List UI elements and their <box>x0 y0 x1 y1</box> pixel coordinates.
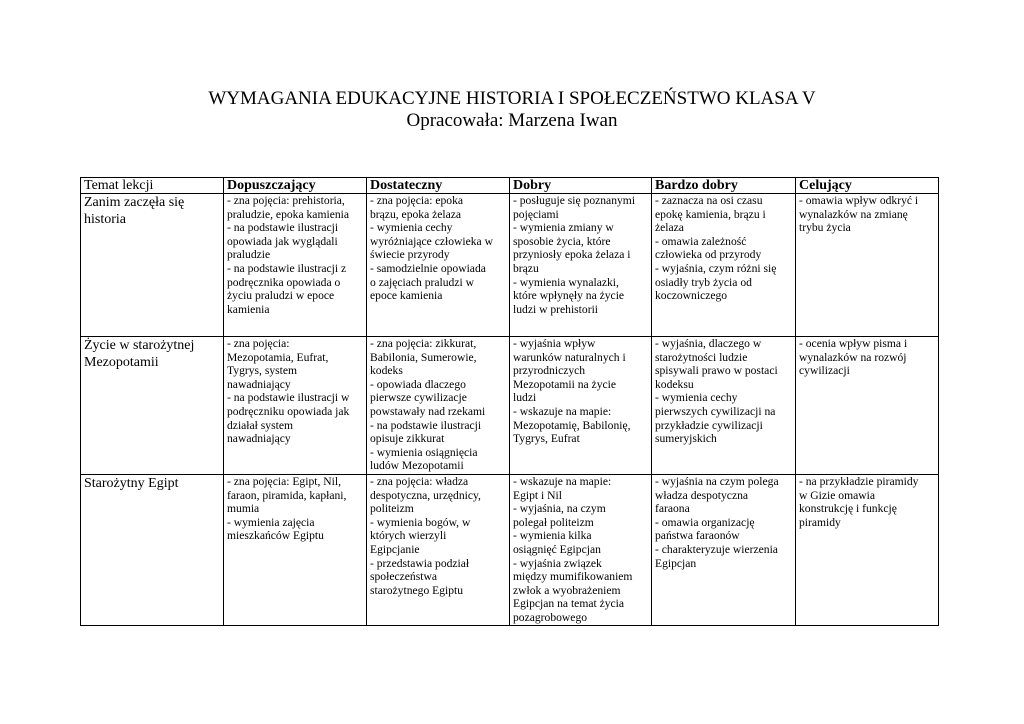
requirement-line: wyróżniające człowieka w <box>370 234 493 248</box>
table-row <box>81 337 939 475</box>
requirement-cell <box>652 194 796 337</box>
requirement-line: - wymienia zmiany w <box>513 221 614 235</box>
requirement-line: koczowniczego <box>655 289 728 303</box>
requirement-line: przyrodniczych <box>513 364 586 378</box>
requirement-line: - wskazuje na mapie: <box>513 475 612 488</box>
requirement-line: starożytnego Egiptu <box>370 583 464 597</box>
requirement-cell <box>796 337 939 475</box>
requirements-table <box>80 177 939 626</box>
requirement-line: - omawia organizację <box>655 515 755 529</box>
requirement-line: - posługuje się poznanymi <box>513 194 636 207</box>
header-dostateczny: Dostateczny <box>367 178 510 194</box>
requirement-line: osiągnięć Egipcjan <box>513 542 601 556</box>
requirement-line: faraona <box>655 502 690 516</box>
requirement-line: świecie przyrody <box>370 248 450 262</box>
requirement-line: ludzi w prehistorii <box>513 302 599 316</box>
requirement-line: - wymienia zajęcia <box>227 515 315 529</box>
requirement-line: epoce kamienia <box>370 289 443 303</box>
requirement-line: - zna pojęcia: epoka <box>370 194 464 207</box>
requirement-line: w Gizie omawia <box>799 488 875 502</box>
requirement-line: władza despotyczna <box>655 488 749 502</box>
requirement-line: - ocenia wpływ pisma i <box>799 337 908 350</box>
requirement-line: państwa faraonów <box>655 529 740 543</box>
requirement-line: - na podstawie ilustracji <box>370 418 482 432</box>
requirement-line: pierwsze cywilizacje <box>370 391 467 405</box>
requirement-cell <box>510 475 652 626</box>
requirement-line: faraon, piramida, kapłani, <box>227 488 347 502</box>
requirement-line: polegał politeizm <box>513 515 594 529</box>
requirement-line: o zajęciach praludzi w <box>370 275 474 289</box>
requirement-line: podręcznika opowiada o <box>227 275 341 289</box>
requirement-line: epokę kamienia, brązu i <box>655 207 766 221</box>
requirement-cell <box>224 194 367 337</box>
topic-line: Starożytny Egipt <box>84 476 179 491</box>
table-row <box>81 475 939 626</box>
requirement-line: - wymienia bogów, w <box>370 515 471 529</box>
requirement-line: brązu, epoka żelaza <box>370 207 462 221</box>
requirement-line: zwłok a wyobrażeniem <box>513 583 621 597</box>
requirement-line: - wyjaśnia związek <box>513 556 602 570</box>
requirement-line: działał system <box>227 418 294 432</box>
requirement-cell <box>224 337 367 475</box>
requirement-line: - wyjaśnia, czym różni się <box>655 261 777 275</box>
table-body <box>81 194 939 626</box>
requirement-line: despotyczna, urzędnicy, <box>370 488 481 502</box>
requirement-line: kodeksu <box>655 377 694 391</box>
requirement-line: przykładzie cywilizacji <box>655 418 763 432</box>
header-dopuszczajacy: Dopuszczający <box>224 178 367 194</box>
requirement-line: kamienia <box>227 302 270 316</box>
header-topic: Temat lekcji <box>81 178 224 194</box>
page-title: WYMAGANIA EDUKACYJNE HISTORIA I SPOŁECZEŃSTWO KLASA V <box>208 88 816 109</box>
topic-cell <box>81 337 224 475</box>
requirement-line: - zna pojęcia: Egipt, Nil, <box>227 475 341 488</box>
page-subtitle: Opracowała: Marzena Iwan <box>406 110 618 131</box>
requirement-line: nawadniający <box>227 432 291 446</box>
topic-cell <box>81 194 224 337</box>
topic-line: historia <box>84 212 126 227</box>
requirement-line: - wyjaśnia wpływ <box>513 337 596 350</box>
requirement-line: - wyjaśnia, na czym <box>513 502 606 516</box>
requirement-line: - wymienia cechy <box>655 391 738 405</box>
requirement-line: - omawia wpływ odkryć i <box>799 194 919 207</box>
requirement-line: - charakteryzuje wierzenia <box>655 542 778 556</box>
requirement-line: praludzie <box>227 248 271 262</box>
requirement-line: pozagrobowego <box>513 610 588 624</box>
requirement-line: - opowiada dlaczego <box>370 377 466 391</box>
requirement-line: konstrukcję i funkcję <box>799 502 897 516</box>
requirement-cell <box>510 194 652 337</box>
requirement-line: - przedstawia podział <box>370 556 470 570</box>
requirement-line: mumia <box>227 502 260 516</box>
requirement-line: podręczniku opowiada jak <box>227 404 350 418</box>
requirement-line: - wymienia cechy <box>370 221 453 235</box>
requirement-cell <box>224 475 367 626</box>
requirement-line: wynalazków na zmianę <box>799 207 908 221</box>
requirement-line: starożytności ludzie <box>655 350 748 364</box>
requirement-line: - wymienia osiągnięcia <box>370 445 478 459</box>
requirement-line: powstawały nad rzekami <box>370 404 486 418</box>
requirement-line: - zna pojęcia: władza <box>370 475 469 488</box>
requirement-line: piramidy <box>799 515 841 529</box>
topic-line: Życie w starożytnej <box>84 338 195 353</box>
requirement-line: - wyjaśnia, dlaczego w <box>655 337 762 350</box>
table-header-row <box>81 178 939 194</box>
header-dobry: Dobry <box>510 178 652 194</box>
topic-line: Mezopotamii <box>84 355 159 370</box>
requirement-cell <box>367 337 510 475</box>
requirement-cell <box>510 337 652 475</box>
requirement-line: brązu <box>513 261 539 275</box>
topic-cell <box>81 475 224 626</box>
requirement-line: - wyjaśnia na czym polega <box>655 475 779 488</box>
requirement-line: przyniosły epoka żelaza i <box>513 248 631 262</box>
requirement-line: spisywali prawo w postaci <box>655 364 778 378</box>
requirement-line: których wierzyli <box>370 529 447 543</box>
requirement-line: - na podstawie ilustracji w <box>227 391 350 405</box>
requirement-line: - wymienia wynalazki, <box>513 275 619 289</box>
requirement-line: - omawia zależność <box>655 234 747 248</box>
requirement-line: które wpłynęły na życie <box>513 289 625 303</box>
requirement-line: - zna pojęcia: <box>227 337 290 350</box>
requirement-line: Mezopotamii na życie <box>513 377 617 391</box>
requirement-line: Tygrys, Eufrat <box>513 432 580 446</box>
requirement-line: - zna pojęcia: prehistoria, <box>227 194 345 207</box>
requirement-line: - zaznacza na osi czasu <box>655 194 763 207</box>
topic-line: Zanim zaczęła się <box>84 195 185 210</box>
requirement-line: Mezopotamię, Babilonię, <box>513 418 631 432</box>
requirement-line: Egipt i Nil <box>513 488 562 502</box>
requirement-line: człowieka od przyrody <box>655 248 762 262</box>
requirement-line: Mezopotamia, Eufrat, <box>227 350 329 364</box>
requirement-line: sposobie życia, które <box>513 234 611 248</box>
requirement-line: osiadły tryb życia od <box>655 275 752 289</box>
header-bardzo-dobry: Bardzo dobry <box>652 178 796 194</box>
requirement-line: - wskazuje na mapie: <box>513 404 612 418</box>
requirement-line: cywilizacji <box>799 364 850 378</box>
requirement-line: trybu życia <box>799 221 851 235</box>
requirement-line: Tygrys, system <box>227 364 298 378</box>
requirement-line: - na podstawie ilustracji <box>227 221 339 235</box>
requirement-line: pierwszych cywilizacji na <box>655 404 776 418</box>
table-row <box>81 194 939 337</box>
requirement-line: - wymienia kilka <box>513 529 592 543</box>
requirement-line: - na podstawie ilustracji z <box>227 261 347 275</box>
requirement-cell <box>796 194 939 337</box>
requirement-line: Babilonia, Sumerowie, <box>370 350 477 364</box>
requirement-line: praludzie, epoka kamienia <box>227 207 350 221</box>
requirement-line: Egipcjanie <box>370 542 420 556</box>
requirement-line: politeizm <box>370 502 414 516</box>
requirement-line: - samodzielnie opowiada <box>370 261 486 275</box>
requirement-line: Egipcjan <box>655 556 697 570</box>
header-celujacy: Celujący <box>796 178 939 194</box>
requirement-cell <box>367 475 510 626</box>
requirement-line: między mumifikowaniem <box>513 570 633 584</box>
requirement-line: mieszkańców Egiptu <box>227 529 324 543</box>
requirement-line: opowiada jak wyglądali <box>227 234 338 248</box>
requirement-cell <box>796 475 939 626</box>
requirement-line: - na przykładzie piramidy <box>799 475 919 488</box>
requirement-line: ludów Mezopotamii <box>370 459 464 473</box>
requirement-line: pojęciami <box>513 207 559 221</box>
requirement-line: - zna pojęcia: zikkurat, <box>370 337 477 350</box>
requirement-line: ludzi <box>513 391 537 405</box>
requirement-line: żelaza <box>655 221 684 235</box>
requirement-cell <box>652 337 796 475</box>
requirement-line: sumeryjskich <box>655 432 717 446</box>
requirement-line: warunków naturalnych i <box>513 350 626 364</box>
requirement-cell <box>367 194 510 337</box>
requirement-line: wynalazków na rozwój <box>799 350 907 364</box>
requirement-line: nawadniający <box>227 377 291 391</box>
requirement-line: społeczeństwa <box>370 570 437 584</box>
requirement-line: kodeks <box>370 364 403 378</box>
requirement-line: opisuje zikkurat <box>370 432 445 446</box>
requirement-line: Egipcjan na temat życia <box>513 597 625 611</box>
requirement-line: życiu praludzi w epoce <box>227 289 335 303</box>
requirement-cell <box>652 475 796 626</box>
